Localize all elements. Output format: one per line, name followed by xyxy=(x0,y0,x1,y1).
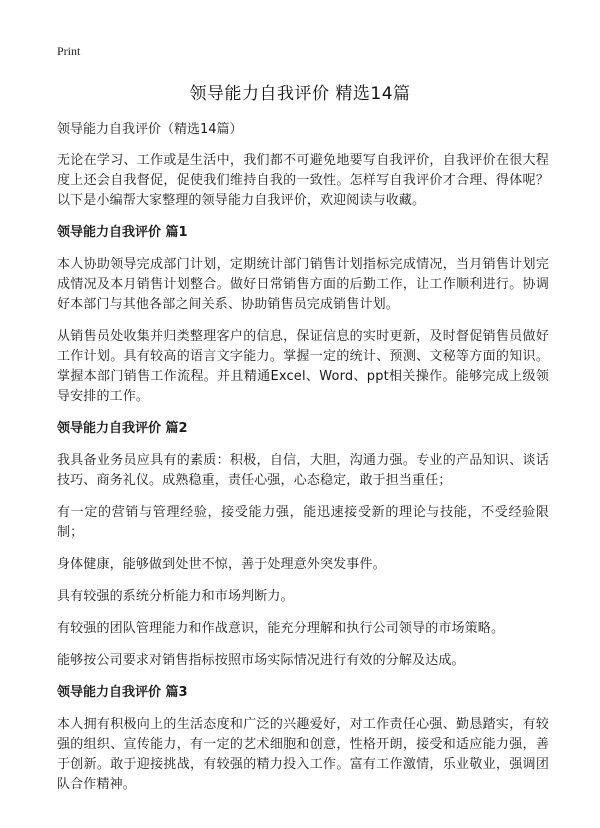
section-2-paragraph: 有较强的团队管理能力和作战意识，能充分理解和执行公司领导的市场策略。 xyxy=(57,621,505,636)
document-subtitle: 领导能力自我评价（精选14篇） xyxy=(57,122,243,137)
section-heading-2: 领导能力自我评价 篇2 xyxy=(57,421,188,436)
section-2-paragraph: 能够按公司要求对销售指标按照市场实际情况进行有效的分解及达成。 xyxy=(57,653,465,668)
section-2-paragraph: 具有较强的系统分析能力和市场判断力。 xyxy=(57,589,294,604)
section-1-paragraph: 本人协助领导完成部门计划，定期统计部门销售计划指标完成情况，当月销售计划完成情况及本月销售计划整合。做好日常销售方面的后勤工作，让工作顺利进行。协调好本部门与其他各部之间关系、协助销售员完成销售计划。 xyxy=(57,257,549,312)
intro-paragraph: 无论在学习、工作或是生活中，我们都不可避免地要写自我评价，自我评价在很大程度上还会自我督促，促使我们维持自我的一致性。怎样写自我评价才合理、得体呢？以下是小编帮大家整理的领导能力自我评价，欢迎阅读与收藏。 xyxy=(57,153,549,208)
page-title: 领导能力自我评价 精选14篇 xyxy=(189,84,411,104)
section-heading-3: 领导能力自我评价 篇3 xyxy=(57,685,188,700)
document-body xyxy=(57,120,549,807)
section-3-paragraph: 本人拥有积极向上的生活态度和广泛的兴趣爱好，对工作责任心强、勤恳踏实，有较强的组织、宣传能力，有一定的艺术细胞和创意，性格开朗，接受和适应能力强，善于创新。敢于迎接挑战，有较强的精力投入工作。富有工作激情，乐业敬业，强调团队合作精神。 xyxy=(57,717,549,792)
section-2-paragraph: 身体健康，能够做到处世不惊，善于处理意外突发事件。 xyxy=(57,557,386,572)
section-2-paragraph: 有一定的营销与管理经验，接受能力强，能迅速接受新的理论与技能，不受经验限制； xyxy=(57,505,549,540)
section-1-paragraph: 从销售员处收集并归类整理客户的信息，保证信息的实时更新，及时督促销售员做好工作计划。具有较高的语言文字能力。掌握一定的统计、预测、文秘等方面的知识。掌握本部门销售工作流程。并且精通Excel、Word、ppt相关操作。能够完成上级领导安排的工作。 xyxy=(57,329,549,404)
section-heading-1: 领导能力自我评价 篇1 xyxy=(57,225,188,240)
section-2-paragraph: 我具备业务员应具有的素质：积极，自信，大胆，沟通力强。专业的产品知识、谈话技巧、商务礼仪。成熟稳重，责任心强，心态稳定，敢于担当重任； xyxy=(57,453,549,488)
print-label: Print xyxy=(57,44,81,58)
